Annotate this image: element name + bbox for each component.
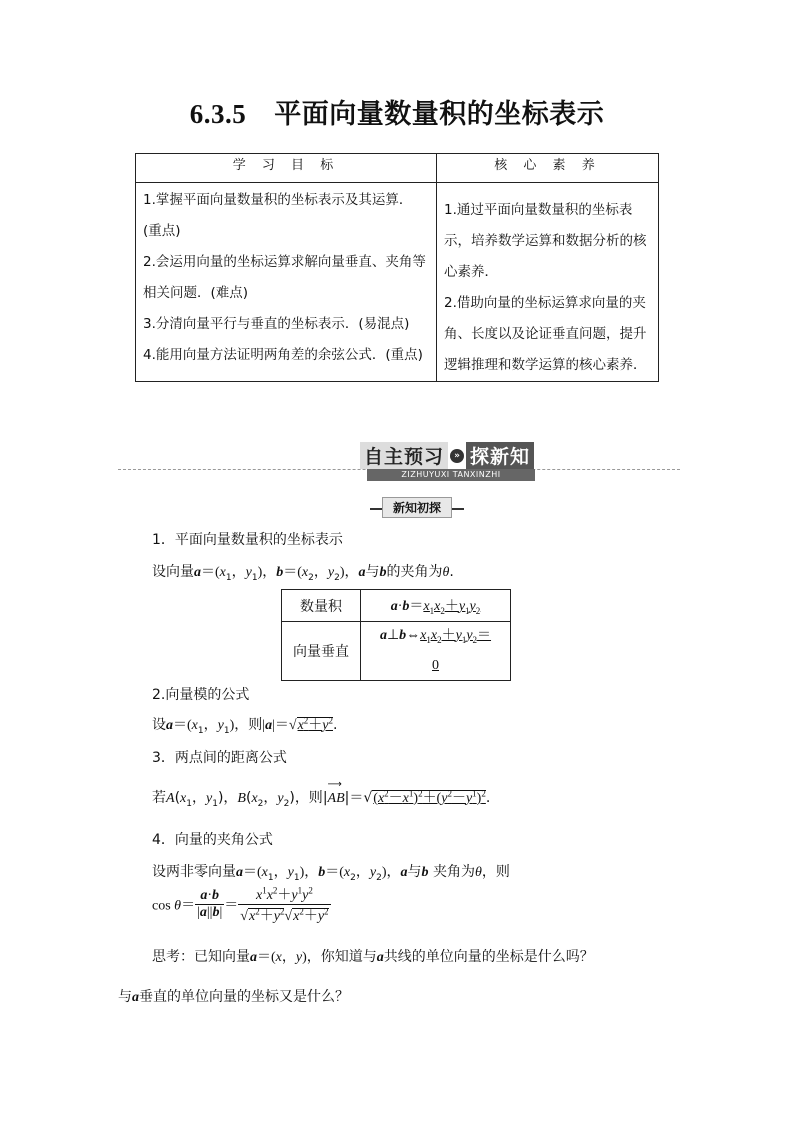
s2-heading: 2.向量模的公式 — [152, 687, 250, 703]
s1-heading: 1．平面向量数量积的坐标表示 — [152, 532, 343, 548]
page-title — [0, 92, 794, 131]
section-banner — [360, 443, 550, 468]
banner-pinyin: ZIZHUYUXI TANXINZHI — [367, 469, 535, 481]
banner-part1: 自主预习 — [360, 442, 448, 469]
section-number: 6.3.5 — [189, 99, 247, 129]
goals-cell — [136, 183, 437, 382]
s1-intro: 设向量$a=(x_1$，$y_1$)，$b=(x_2$，$y_2$)，a与b的夹角为θ. — [152, 564, 454, 583]
section-tag-label: 新知初探 — [382, 497, 452, 518]
s3-heading: 3．两点间的距离公式 — [152, 750, 287, 766]
s4-heading: 4．向量的夹角公式 — [152, 832, 273, 848]
literacy-item: 1.通过平面向量数量积的坐标表示，培养数学运算和数据分析的核心素养． — [444, 202, 647, 280]
literacy-item: 2.借助向量的坐标运算求向量的夹角、长度以及论证垂直问题，提升逻辑推理和数学运算的核心素养． — [444, 295, 647, 373]
literacy-header: 核 心 素 养 — [437, 154, 659, 183]
section-title: 平面向量数量积的坐标表示 — [274, 99, 605, 130]
goal-item: 3.分清向量平行与垂直的坐标表示．(易混点) — [143, 316, 410, 332]
dot-product-table — [281, 589, 511, 681]
banner-part2: 探新知 — [466, 442, 534, 469]
goal-item: 1.掌握平面向量数量积的坐标表示及其运算．(重点) — [143, 192, 413, 239]
s3-formula: 若$A(x_1$，$y_1$)，$B(x_2$，$y_2$)，则| ⟶ $AB|=√(x^2-x^1)^2+(y^2-y^1)^2$. — [152, 779, 491, 809]
row-label-dot: 数量积 — [282, 590, 361, 622]
think-line2: 与a垂直的单位向量的坐标又是什么？ — [118, 989, 349, 1005]
s2-formula: 设$a=(x_1$，$y_1$)，则$|a|=√x^2+y^2$. — [152, 715, 338, 736]
s4-intro: 设两非零向量$a=(x_1$，$y_1$)，$b=(x_2$，$y_2$)，a与b 夹角为θ，则 — [152, 864, 510, 883]
goal-item: 4.能用向量方法证明两角差的余弦公式．(重点) — [143, 347, 423, 363]
angle-formula: cos θ＝ $\frac{a\cdot b}{|a||b|}$ ＝ $\frac{x^1x^2+y^1y^2}{√x^2+y^2√x^2+y^2}$ — [152, 885, 329, 924]
goal-item: 2.会运用向量的坐标运算求解向量垂直、夹角等相关问题．(难点) — [143, 254, 426, 301]
banner-arrow-icon: » — [450, 449, 464, 463]
dot-formula: $a\cdot b=x_1x_2+y_1y_2$ — [361, 590, 511, 622]
literacy-cell — [437, 183, 659, 382]
objectives-table — [135, 153, 659, 382]
think-line1: 思考：已知向量a＝(x，y)，你知道与a共线的单位向量的坐标是什么吗？ — [152, 949, 594, 965]
section-tag — [370, 497, 464, 518]
perp-formula: $a\perp b\Leftrightarrow x_1x_2+y_1y_2=$ 0 — [361, 622, 511, 681]
goals-header: 学 习 目 标 — [136, 154, 437, 183]
row-label-perp: 向量垂直 — [282, 622, 361, 681]
